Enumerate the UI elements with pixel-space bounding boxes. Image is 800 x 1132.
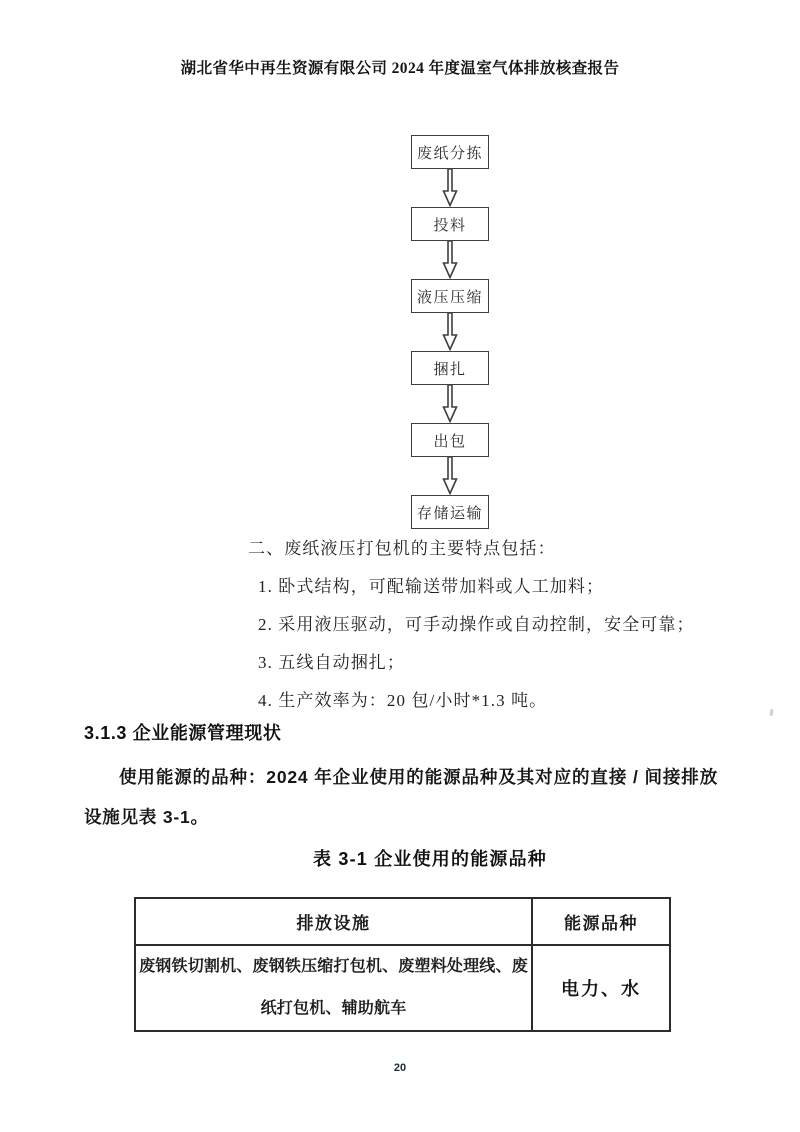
process-flowchart	[389, 135, 511, 529]
cell-energy-types: 电力、水	[532, 945, 670, 1031]
flow-arrow-down-icon	[442, 457, 458, 495]
page-header-title: 湖北省华中再生资源有限公司 2024 年度温室气体排放核查报告	[180, 60, 620, 77]
energy-types-table	[134, 897, 671, 1032]
feature-item-1: 1. 卧式结构，可配输送带加料或人工加料；	[258, 577, 605, 596]
flow-step-waste-paper-sorting: 废纸分拣	[411, 135, 489, 169]
flow-arrow-down-icon	[442, 385, 458, 423]
flow-step-hydraulic-compression: 液压压缩	[411, 279, 489, 313]
flow-step-storage-transport: 存储运输	[411, 495, 489, 529]
flow-step-strapping: 捆扎	[411, 351, 489, 385]
page-number: 20	[393, 1062, 407, 1074]
flow-arrow-down-icon	[442, 169, 458, 207]
flow-step-feeding: 投料	[411, 207, 489, 241]
table-3-1-caption: 表 3-1 企业使用的能源品种	[312, 849, 548, 869]
feature-item-4: 4. 生产效率为：20 包/小时*1.3 吨。	[258, 691, 548, 710]
energy-species-paragraph: 使用能源的品种：2024 年企业使用的能源品种及其对应的直接 / 间接排放设施见表 3-1。	[84, 767, 718, 827]
flow-arrow-down-icon	[442, 241, 458, 279]
flow-arrow-down-icon	[442, 313, 458, 351]
col-header-energy-types: 能源品种	[532, 898, 670, 945]
table-body-row	[135, 945, 670, 1031]
feature-item-2: 2. 采用液压驱动，可手动操作或自动控制，安全可靠；	[258, 615, 695, 634]
section-heading-3-1-3: 3.1.3 企业能源管理现状	[84, 723, 282, 743]
table-header-row	[135, 898, 670, 945]
feature-item-3: 3. 五线自动捆扎；	[258, 653, 405, 672]
feature-list-intro: 二、废纸液压打包机的主要特点包括：	[248, 539, 556, 558]
baler-feature-list	[248, 538, 718, 711]
flow-step-bale-out: 出包	[411, 423, 489, 457]
scan-artifact-mark	[770, 709, 774, 716]
col-header-emission-facilities: 排放设施	[135, 898, 532, 945]
cell-emission-facilities: 废钢铁切割机、废钢铁压缩打包机、废塑料处理线、废纸打包机、辅助航车	[135, 945, 532, 1031]
